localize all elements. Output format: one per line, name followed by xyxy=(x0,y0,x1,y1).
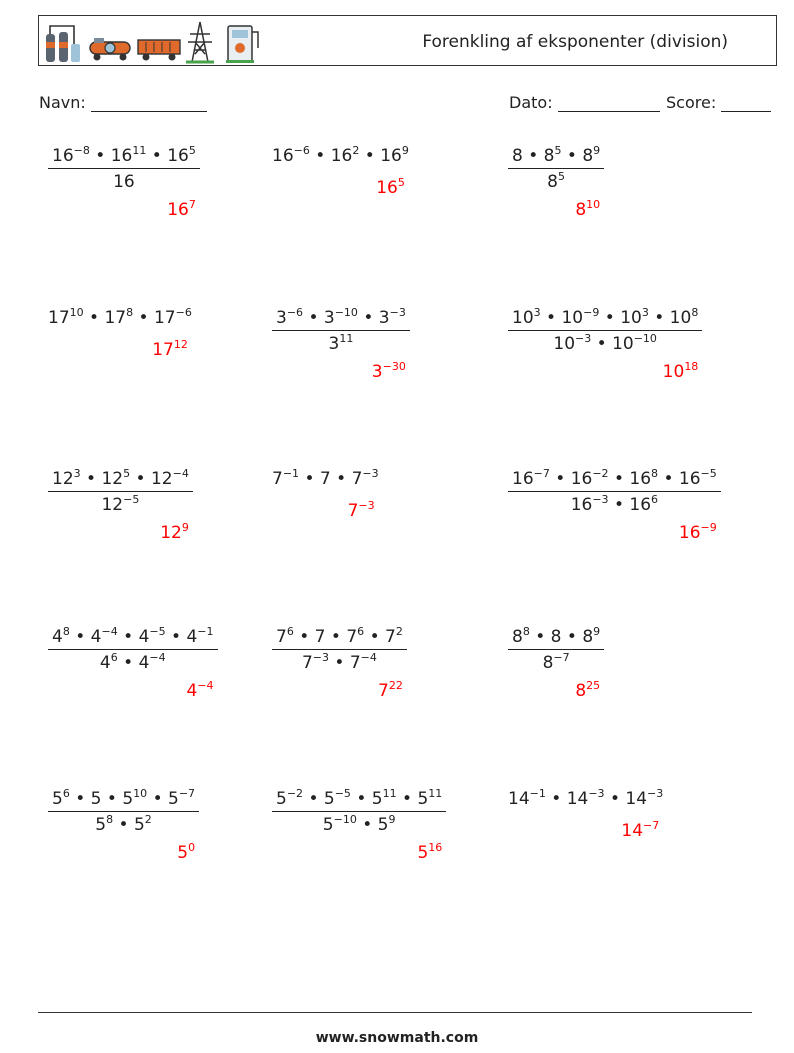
worksheet-header xyxy=(38,15,777,66)
answer-power: $8^{10}$ xyxy=(575,198,601,220)
numerator xyxy=(272,308,410,330)
power-term: $4^{-4}$ xyxy=(138,651,166,673)
denominator-product: $4^6$ • $4^{-4}$ xyxy=(99,651,166,673)
power-term: $14^{-3}$ xyxy=(566,787,605,809)
power-term: $12^3$ xyxy=(52,467,81,489)
problem-10 xyxy=(48,627,218,673)
answer-power: $16^7$ xyxy=(167,198,196,220)
power-term: $17^{-6}$ xyxy=(153,306,192,328)
expression xyxy=(508,789,663,809)
denominator xyxy=(272,811,446,835)
numerator xyxy=(48,789,199,811)
numerator-product: $8^8$ • 8 • $8^9$ xyxy=(512,625,601,647)
power-term: $16^{-3}$ xyxy=(570,493,609,515)
problem-4 xyxy=(48,308,192,328)
denominator-product xyxy=(543,653,570,673)
numerator-product: $5^{-2}$ • $5^{-5}$ • $5^{11}$ • $5^{11}$ xyxy=(276,787,443,809)
numerator xyxy=(508,146,604,168)
numerator xyxy=(272,627,407,649)
answer-power: $12^9$ xyxy=(160,521,189,543)
power-term: $5^{-10}$ xyxy=(322,813,357,835)
answer-9 xyxy=(679,523,717,543)
power-term: $10^3$ xyxy=(620,306,649,328)
fuel-pump-icon xyxy=(226,26,258,63)
denominator xyxy=(508,330,702,354)
power-term: $16^2$ xyxy=(330,144,360,166)
numerator xyxy=(508,469,721,491)
date-blank xyxy=(558,95,660,112)
answer-power: $17^{12}$ xyxy=(152,338,188,360)
power-term: $7^{-3}$ xyxy=(351,467,379,489)
problem-1 xyxy=(48,146,200,192)
footer-divider xyxy=(38,1012,752,1013)
denominator-product: $5^8$ • $5^2$ xyxy=(95,813,152,835)
fraction xyxy=(508,308,702,354)
fraction xyxy=(48,146,200,192)
problem-14 xyxy=(272,789,446,835)
answer-10 xyxy=(186,681,213,701)
expression-product: $16^{-6}$ • $16^2$ • $16^9$ xyxy=(272,144,409,166)
power-term: $14^{-3}$ xyxy=(625,787,664,809)
problem-8 xyxy=(272,469,379,489)
answer-power: $14^{-7}$ xyxy=(621,819,660,841)
expression-product: $14^{-1}$ • $14^{-3}$ • $14^{-3}$ xyxy=(508,787,664,809)
footer-url: www.snowmath.com xyxy=(315,1030,479,1046)
score-field xyxy=(666,93,771,112)
power-term: 5 xyxy=(90,789,102,809)
numerator-product: $16^{-8}$ • $16^{11}$ • $16^5$ xyxy=(52,144,196,166)
fraction xyxy=(272,627,407,673)
power-term: $16^{-7}$ xyxy=(512,467,550,489)
power-term: $4^{-4}$ xyxy=(90,625,118,647)
power-term: $5^{11}$ xyxy=(371,787,397,809)
power-term: $5^8$ xyxy=(95,813,114,835)
denominator-product xyxy=(101,495,139,515)
numerator-product: $3^{-6}$ • $3^{-10}$ • $3^{-3}$ xyxy=(276,306,406,328)
power-term: $7^2$ xyxy=(385,625,403,647)
denominator-product: $5^{-10}$ • $5^9$ xyxy=(322,813,396,835)
numerator-product: $4^8$ • $4^{-4}$ • $4^{-5}$ • $4^{-1}$ xyxy=(52,625,214,647)
worksheet-title: Forenkling af eksponenter (division) xyxy=(422,32,728,52)
answer-8 xyxy=(348,501,375,521)
power-term: $17^8$ xyxy=(104,306,134,328)
freight-wagon-icon xyxy=(138,40,180,61)
answer-6 xyxy=(663,362,699,382)
denominator-product xyxy=(329,334,354,354)
denominator xyxy=(48,491,193,515)
problem-3 xyxy=(508,146,604,192)
power-term: $3^{-10}$ xyxy=(323,306,358,328)
answer-2 xyxy=(376,178,405,198)
power-term: $7^{-3}$ xyxy=(301,651,329,673)
expression-product: $17^{10}$ • $17^8$ • $17^{-6}$ xyxy=(48,306,192,328)
power-term: $10^8$ xyxy=(669,306,699,328)
power-term: $17^{10}$ xyxy=(48,306,84,328)
problem-11 xyxy=(272,627,407,673)
power-term: $7^{-1}$ xyxy=(272,467,300,489)
numerator-product: $12^3$ • $12^5$ • $12^{-4}$ xyxy=(52,467,189,489)
name-label: Navn: xyxy=(39,93,86,112)
expression xyxy=(272,469,379,489)
denominator xyxy=(508,168,604,192)
numerator-product: $16^{-7}$ • $16^{-2}$ • $16^8$ • $16^{-5}$ xyxy=(512,467,717,489)
power-term: $8^5$ xyxy=(543,144,562,166)
answer-7 xyxy=(160,523,189,543)
score-label: Score: xyxy=(666,93,717,112)
header-icons xyxy=(44,20,274,64)
power-term: 16 xyxy=(113,172,135,192)
power-term: $7^6$ xyxy=(346,625,365,647)
power-term: $16^5$ xyxy=(167,144,196,166)
power-term: $16^{11}$ xyxy=(110,144,147,166)
fraction xyxy=(508,627,604,673)
answer-power: $3^{-30}$ xyxy=(371,360,406,382)
problem-7 xyxy=(48,469,193,515)
power-term: $10^3$ xyxy=(512,306,541,328)
answer-5 xyxy=(372,362,406,382)
power-term: $14^{-1}$ xyxy=(508,787,546,809)
power-term: $16^{-5}$ xyxy=(678,467,717,489)
power-term: $8^8$ xyxy=(512,625,530,647)
denominator-product: $7^{-3}$ • $7^{-4}$ xyxy=(301,651,377,673)
power-term: $12^{-5}$ xyxy=(101,493,140,515)
denominator xyxy=(272,330,410,354)
power-term: $16^{-6}$ xyxy=(272,144,310,166)
power-term: 7 xyxy=(319,469,331,489)
fraction xyxy=(48,469,193,515)
numerator-product: $7^6$ • 7 • $7^6$ • $7^2$ xyxy=(276,625,403,647)
denominator xyxy=(48,811,199,835)
denominator xyxy=(508,491,721,515)
numerator xyxy=(48,146,200,168)
date-label: Dato: xyxy=(509,93,553,112)
power-term: $7^6$ xyxy=(276,625,294,647)
power-term: 8 xyxy=(550,627,562,647)
name-field xyxy=(39,93,207,112)
power-term: 7 xyxy=(314,627,326,647)
problem-5 xyxy=(272,308,410,354)
problem-12 xyxy=(508,627,604,673)
answer-power: $16^5$ xyxy=(376,176,405,198)
numerator-product: $5^6$ • 5 • $5^{10}$ • $5^{-7}$ xyxy=(52,787,196,809)
answer-power: $5^0$ xyxy=(177,841,196,863)
problem-13 xyxy=(48,789,199,835)
power-term: $16^6$ xyxy=(629,493,659,515)
problem-6 xyxy=(508,308,702,354)
answer-12 xyxy=(575,681,600,701)
power-term: $5^6$ xyxy=(52,787,70,809)
numerator xyxy=(508,308,702,330)
problem-15 xyxy=(508,789,663,809)
gas-cylinders-icon xyxy=(46,26,80,62)
problem-9 xyxy=(508,469,721,515)
power-term: $5^{-5}$ xyxy=(323,787,351,809)
problem-2 xyxy=(272,146,409,166)
power-term: $12^5$ xyxy=(101,467,131,489)
date-field xyxy=(509,93,660,112)
answer-power: $10^{18}$ xyxy=(662,360,699,382)
denominator-product xyxy=(113,172,135,192)
power-term: $12^{-4}$ xyxy=(150,467,189,489)
fraction xyxy=(272,789,446,835)
power-term: $8^9$ xyxy=(582,625,601,647)
expression xyxy=(272,146,409,166)
power-term: $3^{-6}$ xyxy=(276,306,304,328)
answer-13 xyxy=(177,843,195,863)
power-term: $16^{-2}$ xyxy=(570,467,609,489)
power-term: $3^{11}$ xyxy=(328,332,354,354)
denominator xyxy=(272,649,407,673)
fraction xyxy=(48,789,199,835)
power-term: $7^{-4}$ xyxy=(349,651,377,673)
power-term: $3^{-3}$ xyxy=(378,306,406,328)
power-term: $16^8$ xyxy=(629,467,659,489)
power-pylon-icon xyxy=(186,22,214,62)
answer-15 xyxy=(621,821,659,841)
denominator-product: $10^{-3}$ • $10^{-10}$ xyxy=(553,332,657,354)
power-term: $4^6$ xyxy=(99,651,118,673)
answer-power: $7^{22}$ xyxy=(378,679,403,701)
power-term: $5^9$ xyxy=(377,813,396,835)
answer-1 xyxy=(167,200,196,220)
power-term: $4^{-5}$ xyxy=(138,625,166,647)
denominator xyxy=(48,649,218,673)
power-term: $10^{-9}$ xyxy=(561,306,600,328)
fraction xyxy=(272,308,410,354)
numerator xyxy=(272,789,446,811)
numerator xyxy=(48,469,193,491)
denominator-product xyxy=(547,172,565,192)
answer-3 xyxy=(575,200,600,220)
answer-power: $4^{-4}$ xyxy=(186,679,214,701)
power-term: $5^{-2}$ xyxy=(276,787,304,809)
power-term: $10^{-3}$ xyxy=(553,332,592,354)
oil-tanker-icon xyxy=(90,38,130,61)
answer-4 xyxy=(152,340,188,360)
numerator-product: 8 • $8^5$ • $8^9$ xyxy=(512,144,601,166)
power-term: $5^{-7}$ xyxy=(168,787,196,809)
denominator xyxy=(508,649,604,673)
answer-power: $7^{-3}$ xyxy=(347,499,375,521)
fraction xyxy=(508,469,721,515)
power-term: $8^9$ xyxy=(582,144,601,166)
power-term: $4^{-1}$ xyxy=(186,625,214,647)
answer-power: $8^{25}$ xyxy=(575,679,601,701)
denominator xyxy=(48,168,200,192)
answer-11 xyxy=(378,681,403,701)
answer-power: $5^{16}$ xyxy=(417,841,443,863)
expression xyxy=(48,308,192,328)
numerator xyxy=(48,627,218,649)
name-blank xyxy=(91,95,207,112)
denominator-product: $16^{-3}$ • $16^6$ xyxy=(570,493,659,515)
power-term: $4^8$ xyxy=(52,625,70,647)
numerator xyxy=(508,627,604,649)
expression-product: $7^{-1}$ • 7 • $7^{-3}$ xyxy=(272,467,379,489)
answer-14 xyxy=(417,843,442,863)
power-term: $5^{11}$ xyxy=(417,787,443,809)
power-term: 8 xyxy=(512,146,523,166)
score-blank xyxy=(721,95,771,112)
power-term: $5^{10}$ xyxy=(122,787,148,809)
power-term: $10^{-10}$ xyxy=(612,332,657,354)
power-term: $16^{-8}$ xyxy=(52,144,90,166)
fraction xyxy=(48,627,218,673)
power-term: $8^{-7}$ xyxy=(542,651,570,673)
power-term: $8^5$ xyxy=(547,170,565,192)
fraction xyxy=(508,146,604,192)
numerator-product: $10^3$ • $10^{-9}$ • $10^3$ • $10^8$ xyxy=(512,306,699,328)
power-term: $5^2$ xyxy=(133,813,152,835)
answer-power: $16^{-9}$ xyxy=(678,521,717,543)
power-term: $16^9$ xyxy=(380,144,409,166)
